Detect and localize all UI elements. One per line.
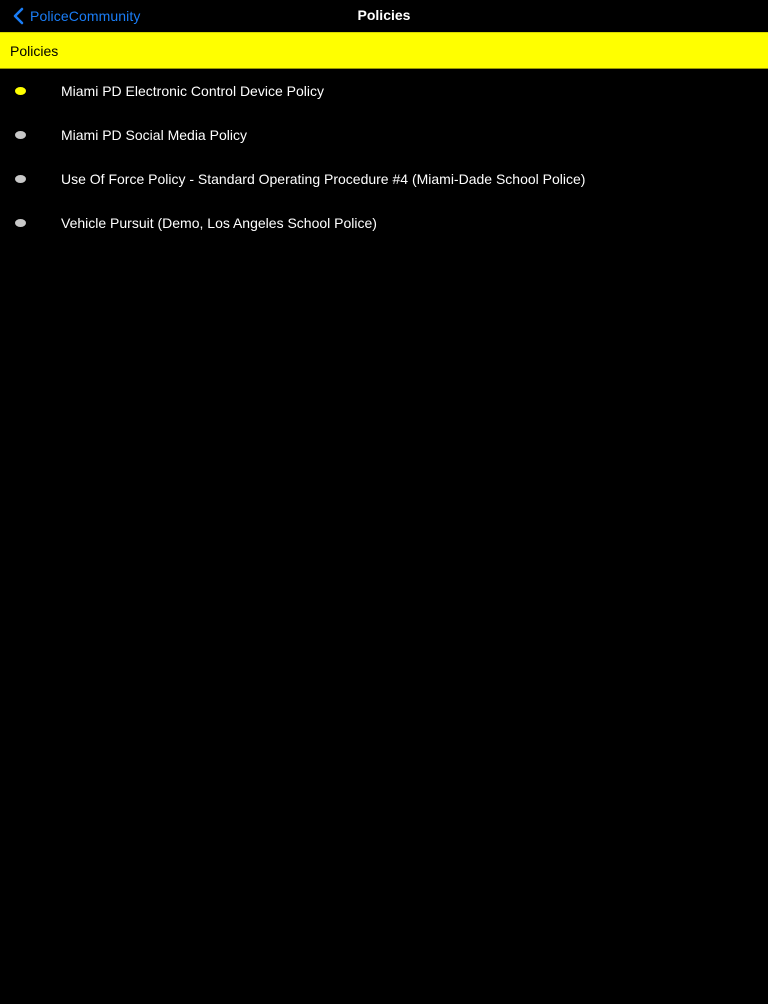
list-item-policy[interactable] xyxy=(0,201,768,245)
list-item-label: Use Of Force Policy - Standard Operating Procedure #4 (Miami-Dade School Police) xyxy=(61,171,586,187)
section-header xyxy=(0,32,768,69)
bullet-icon xyxy=(15,175,26,183)
list-item-policy[interactable] xyxy=(0,157,768,201)
list-item-label: Vehicle Pursuit (Demo, Los Angeles School Police) xyxy=(61,215,377,231)
policy-list xyxy=(0,69,768,245)
bullet-icon xyxy=(15,219,26,227)
navigation-bar xyxy=(0,0,768,32)
bullet-icon xyxy=(15,131,26,139)
list-item-label: Miami PD Electronic Control Device Policy xyxy=(61,83,324,99)
back-button-label: PoliceCommunity xyxy=(30,8,141,24)
section-header-label: Policies xyxy=(10,42,59,59)
list-item-policy[interactable] xyxy=(0,69,768,113)
bullet-icon xyxy=(15,87,26,95)
list-item-label: Miami PD Social Media Policy xyxy=(61,127,247,143)
page-title: Policies xyxy=(357,7,411,23)
list-item-policy[interactable] xyxy=(0,113,768,157)
